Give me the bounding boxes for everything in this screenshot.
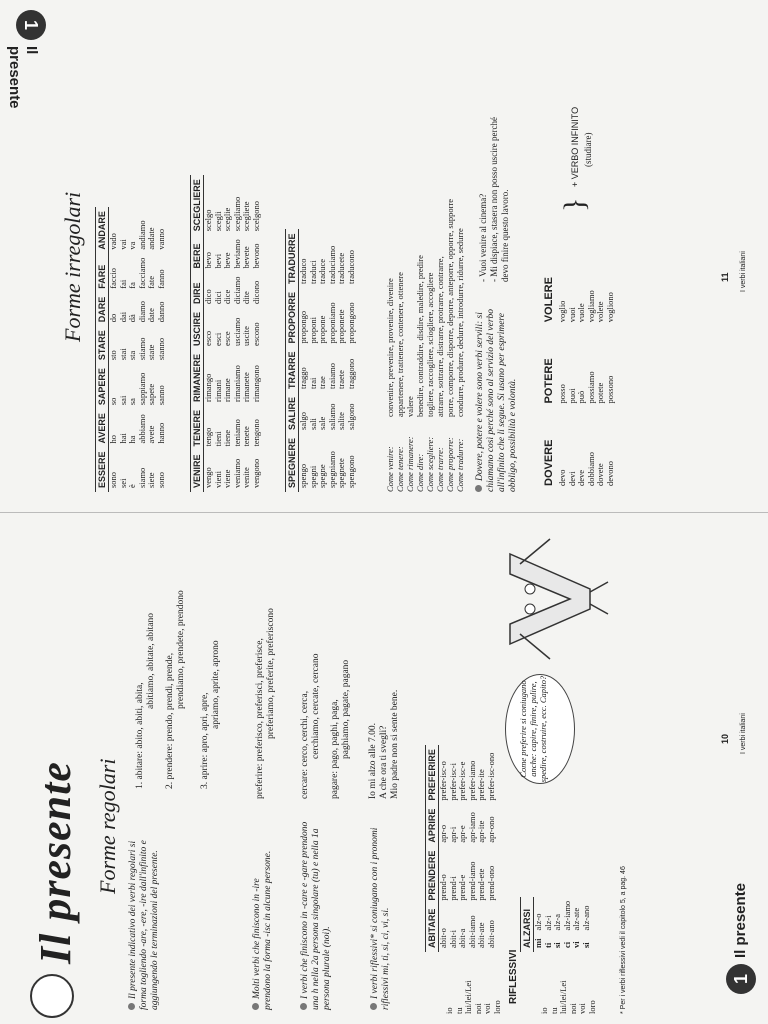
header-spegnere: SPEGNERE [286,434,299,492]
forms-prendere: prend-o prend-i prend-e prend-iamo prend-ete prend-ono [438,861,496,901]
example-prendere: 2. prendere: prendo, prendi, prende, prendiamo, prendete, prendono [165,590,186,789]
example-riflessivi: Io mi alzo alle 7.00. A che ora ti svegli? Mio padre non si sente bene. [368,689,400,799]
page-title: Il presente [31,761,80,964]
header-proporre: PROPORRE [286,288,299,348]
header-scegliere: SCEGLIERE [191,175,204,235]
irregular-table-1 [95,207,166,492]
forms-venire: vengo vieni viene veniamo venite vengono [203,458,261,488]
bullet-icon [370,1003,377,1010]
header-dire: DIRE [191,273,204,308]
header-venire: VENIRE [191,450,204,492]
forms-potere: posso puoi può possiamo potete possono [557,371,615,404]
speech-bubble: Come preferire si coniugano anche: capire, finire, pulire, spedire, costruire, ecc. Capito? [505,674,575,784]
example-abitare: 1. abitare: abito, abiti, abita, abitiamo, abitate, abitano [135,612,156,789]
page-left [0,512,768,1024]
header-rimanere: RIMANERE [191,350,204,406]
pronoun-column-reflexive: io tu lui/lei/Lei noi voi loro [539,980,597,1014]
irregular-table-2 [190,175,261,492]
note-care-gare: I verbi che finiscono in -care e -gare prendono una h nella 2a persona singolare (tu) e nella 1a persona plurale (noi). [300,821,332,1010]
header-aprire: APRIRE [426,805,439,847]
header-uscire: USCIRE [191,308,204,350]
forms-tenere: tengo tieni tiene teniamo tenete tengono [203,419,261,447]
forms-scegliere: scelgo scegli sceglie scegliamo scegliete scelgono [203,196,261,232]
forms-dare: do dai dà diamo date danno [108,301,166,323]
header-avere: AVERE [96,409,109,447]
irregular-table-3 [285,229,356,492]
header-preferire: PREFERIRE [426,745,439,805]
forms-essere: sono sei è siamo siete sono [108,467,166,488]
forms-alzarsi: alz-o alz-i alz-a alz-iamo alz-ate alz-ano [533,900,591,931]
header-essere: ESSERE [96,447,109,492]
header-andare: ANDARE [96,207,109,254]
bullet-icon [128,1003,135,1010]
forms-abitare: abit-o abit-i abit-a abit-iamo abit-ate abit-ano [438,915,496,948]
forms-avere: ho hai ha abbiamo avete hanno [108,414,166,444]
header-volere: VOLERE [543,277,555,323]
reflexive-header: RIFLESSIVI [508,949,519,1004]
note-riflessivi: I verbi riflessivi* si coniugano con i pronomi riflessivi mi, ti, si, ci, vi, si. [370,827,391,1010]
forms-dire: dico dici dice diciamo dite dicono [203,276,261,304]
forms-trarre: traggo trai trae traiamo traete traggono [298,358,356,389]
forms-preferire: prefer-isc-o prefer-isc-i prefer-isc-e prefer-iamo prefer-ite prefer-isc-ono [438,752,496,801]
example-cercare: cercare: cerco, cerchi, cerca, cerchiamo, cercate, cercano [300,653,321,799]
bullet-icon [300,1003,307,1010]
page-number-left: 10 [720,733,730,744]
header-abitare: ABITARE [426,905,439,952]
forms-volere: voglio vuoi vuole vogliamo volete vogliono [557,290,615,323]
header-tradurre: TRADURRE [286,229,299,288]
header-trarre: TRARRE [286,347,299,393]
bullet-icon [475,485,482,492]
header-tenere: TENERE [191,406,204,451]
forms-uscire: esco esci esce usciamo uscite escono [203,317,261,346]
reflexive-pronouns: mi ti si ci vi si [533,938,591,948]
note-regular: Il presente indicativo dei verbi regolari si forma togliendo -are, -ere, -ire dall'infinito e aggiungendo le terminazioni del presente. [128,840,160,1010]
infinito-label: + VERBO INFINITO [570,106,580,187]
forms-tradurre: traduco traduci traduce traduciamo traducete traducono [298,245,356,284]
forms-andare: vado vai va andiamo andate vanno [108,220,166,250]
reflexive-table [520,897,591,952]
chapter-tab-left: Il presente [732,882,749,958]
come-labels: Come venire: Come tenere: Come rimanere: Come dire: Come scegliere: Come trarre: Come proporre: Come tradurre: [385,436,465,492]
regular-verbs-table [425,745,496,952]
forms-salire: salgo sali sale saliamo salite salgono [298,403,356,430]
example-aprire: 3. aprire: apro, apri, apre, apriamo, aprite, aprono [200,640,221,789]
page-number-right: 11 [720,272,730,282]
example-preferire: preferire: preferisco, preferisci, preferisce, preferiamo, preferite, preferiscono [255,608,276,799]
forms-sapere: so sai sa sappiamo sapete sanno [108,372,166,406]
chapter-tab-right: Il presente [6,46,40,109]
forms-fare: faccio fai fa facciamo fate fanno [108,257,166,289]
header-fare: FARE [96,254,109,293]
header-dovere: DOVERE [543,439,555,486]
forms-dovere: devo devi deve dobbiamo dovete devono [557,452,615,486]
header-dare: DARE [96,293,109,327]
forms-stare: sto stai sta stiamo state stanno [108,337,166,361]
infinito-sub: (studiare) [583,132,593,167]
page-footer-right: I verbi italiani [740,251,747,292]
chapter-badge-left: 1 [726,964,756,994]
footnote: * Per i verbi riflessivi vedi il capitolo 5, a pag. 46 [620,866,627,1014]
forms-spegnere: spengo spegni spegne spegniamo spegnete spengono [298,451,356,488]
curly-brace-icon: } [558,197,591,212]
modal-examples: - Vuoi venire al cinema? - Mi dispiace, stasera non posso uscire perché devo finire questo lavoro. [478,117,510,282]
pronoun-column: io tu lui/lei/Lei noi voi loro [444,980,502,1014]
page-footer-left: I verbi italiani [740,713,747,754]
forms-bere: bevo bevi beve beviamo bevete bevono [203,239,261,269]
forms-aprire: apr-o apr-i apr-e apr-iamo apr-ite apr-ono [438,812,496,843]
section-subtitle: Forme regolari [95,758,120,894]
header-sapere: SAPERE [96,364,109,409]
header-potere: POTERE [543,358,555,404]
bullet-icon [252,1003,259,1010]
note-modal: Dovere, potere e volere sono verbi servili: si chiamano così perché sono al servizio del verbo all'infinito che li segue. Si usano per esprimere obbligo, possibilità e volontà. [475,308,518,492]
chapter-badge-right: 1 [16,10,46,40]
header-prendere: PRENDERE [426,847,439,905]
come-values: convenire, prevenire, provenire, divenire appartenere, trattenere, contenere, ottenere valere benedire, contraddire, disdire, maledire, predire togliere, raccogliere, sciogliere, accogliere attrarre, sottrarre, distrarre, protrarre, contrarre, porre, comporre, disporre, deporre, anteporre, opporre, supporre condurre, produrre, dedurre, introdurre, ridurre, sedurre [385,198,465,417]
mascot-letter-v-icon [490,534,610,664]
cartoon-face-icon [30,974,74,1018]
note-isc: Molti verbi che finiscono in -ire prendono la forma -isc in alcune persone. [252,850,273,1010]
forms-proporre: propongo proponi propone proponiamo proponete propongono [298,302,356,344]
example-pagare: pagare: pago, paghi, paga, paghiamo, pagate, pagano [330,659,351,799]
header-stare: STARE [96,326,109,364]
chapter-tab-right-wrapper [6,10,50,120]
section-subtitle-irregular: Forme irregolari [60,191,85,342]
header-alzarsi: ALZARSI [521,897,534,952]
header-bere: BERE [191,235,204,272]
modal-table [540,271,617,492]
header-salire: SALIRE [286,393,299,434]
forms-rimanere: rimango rimani rimane rimaniamo rimanete rimangono [203,365,261,402]
